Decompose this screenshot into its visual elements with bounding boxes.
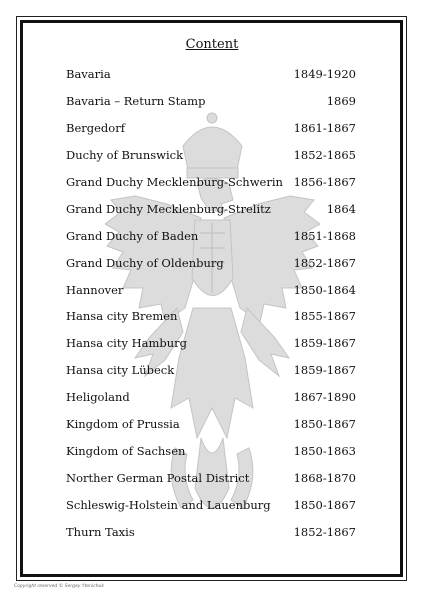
toc-entry	[66, 276, 356, 303]
toc-entry-name: Bavaria	[66, 67, 111, 82]
toc-entry	[66, 384, 356, 411]
toc-entry-years: 1850-1867	[293, 417, 356, 432]
toc-entry-name: Schleswig-Holstein and Lauenburg	[66, 497, 271, 512]
toc-entry-years: 1864	[326, 201, 356, 216]
toc-entry-years: 1855-1867	[293, 309, 356, 324]
toc-entry-years: 1856-1867	[293, 175, 356, 189]
toc-entry-years: 1851-1868	[293, 228, 356, 243]
toc-entry	[66, 357, 356, 384]
toc-entry	[66, 491, 356, 518]
toc-entry-name: Grand Duchy Mecklenburg-Schwerin	[66, 175, 283, 189]
toc-entry-years: 1852-1867	[293, 255, 356, 270]
toc-entry-name: Hansa city Hamburg	[66, 336, 188, 351]
toc-entry-name: Hansa city Lübeck	[66, 363, 175, 378]
toc-entry	[66, 61, 356, 88]
toc-entry	[66, 142, 356, 169]
toc-entry	[66, 115, 356, 142]
toc-entry	[66, 222, 356, 249]
toc-entry	[66, 330, 356, 357]
toc-entry-years: 1852-1867	[293, 524, 356, 539]
toc-entry-name: Grand Duchy Mecklenburg-Strelitz	[66, 201, 271, 216]
toc-entry-years: 1868-1870	[293, 470, 356, 485]
toc-entry	[66, 169, 356, 196]
toc-entry	[66, 518, 356, 545]
toc-entry-name: Norther German Postal District	[66, 470, 250, 485]
toc-entry-name: Grand Duchy of Oldenburg	[66, 255, 224, 270]
toc-entry-name: Kingdom of Sachsen	[66, 443, 186, 458]
toc-entry	[66, 249, 356, 276]
page-title: Content	[185, 37, 239, 52]
toc-entry-name: Duchy of Brunswick	[66, 148, 184, 163]
toc-entry-name: Hansa city Bremen	[66, 309, 178, 324]
toc-entry-years: 1867-1890	[293, 390, 356, 405]
table-of-contents	[66, 61, 356, 545]
toc-entry	[66, 303, 356, 330]
toc-entry-name: Bavaria – Return Stamp	[66, 94, 206, 109]
toc-entry-years: 1850-1864	[293, 282, 356, 297]
toc-entry-name: Bergedorf	[66, 121, 125, 136]
toc-entry-name: Heligoland	[66, 390, 130, 405]
toc-entry-years: 1869	[326, 94, 356, 109]
toc-entry-name: Thurn Taxis	[66, 524, 135, 539]
toc-entry	[66, 88, 356, 115]
toc-entry	[66, 195, 356, 222]
toc-entry	[66, 437, 356, 464]
toc-entry-years: 1852-1865	[293, 148, 356, 163]
toc-entry-name: Hannover	[66, 282, 124, 297]
copyright-notice: Copyright reserved © Sergey Ytenichuk	[14, 584, 105, 589]
toc-entry-name: Kingdom of Prussia	[66, 417, 180, 432]
toc-entry-years: 1850-1863	[293, 443, 356, 458]
toc-entry-years: 1850-1867	[293, 497, 356, 512]
toc-entry-years: 1859-1867	[293, 363, 356, 378]
toc-entry-years: 1859-1867	[293, 336, 356, 351]
toc-entry-years: 1849-1920	[293, 67, 356, 82]
toc-entry	[66, 411, 356, 438]
toc-entry-name: Grand Duchy of Baden	[66, 228, 199, 243]
toc-entry-years: 1861-1867	[293, 121, 356, 136]
toc-entry	[66, 464, 356, 491]
